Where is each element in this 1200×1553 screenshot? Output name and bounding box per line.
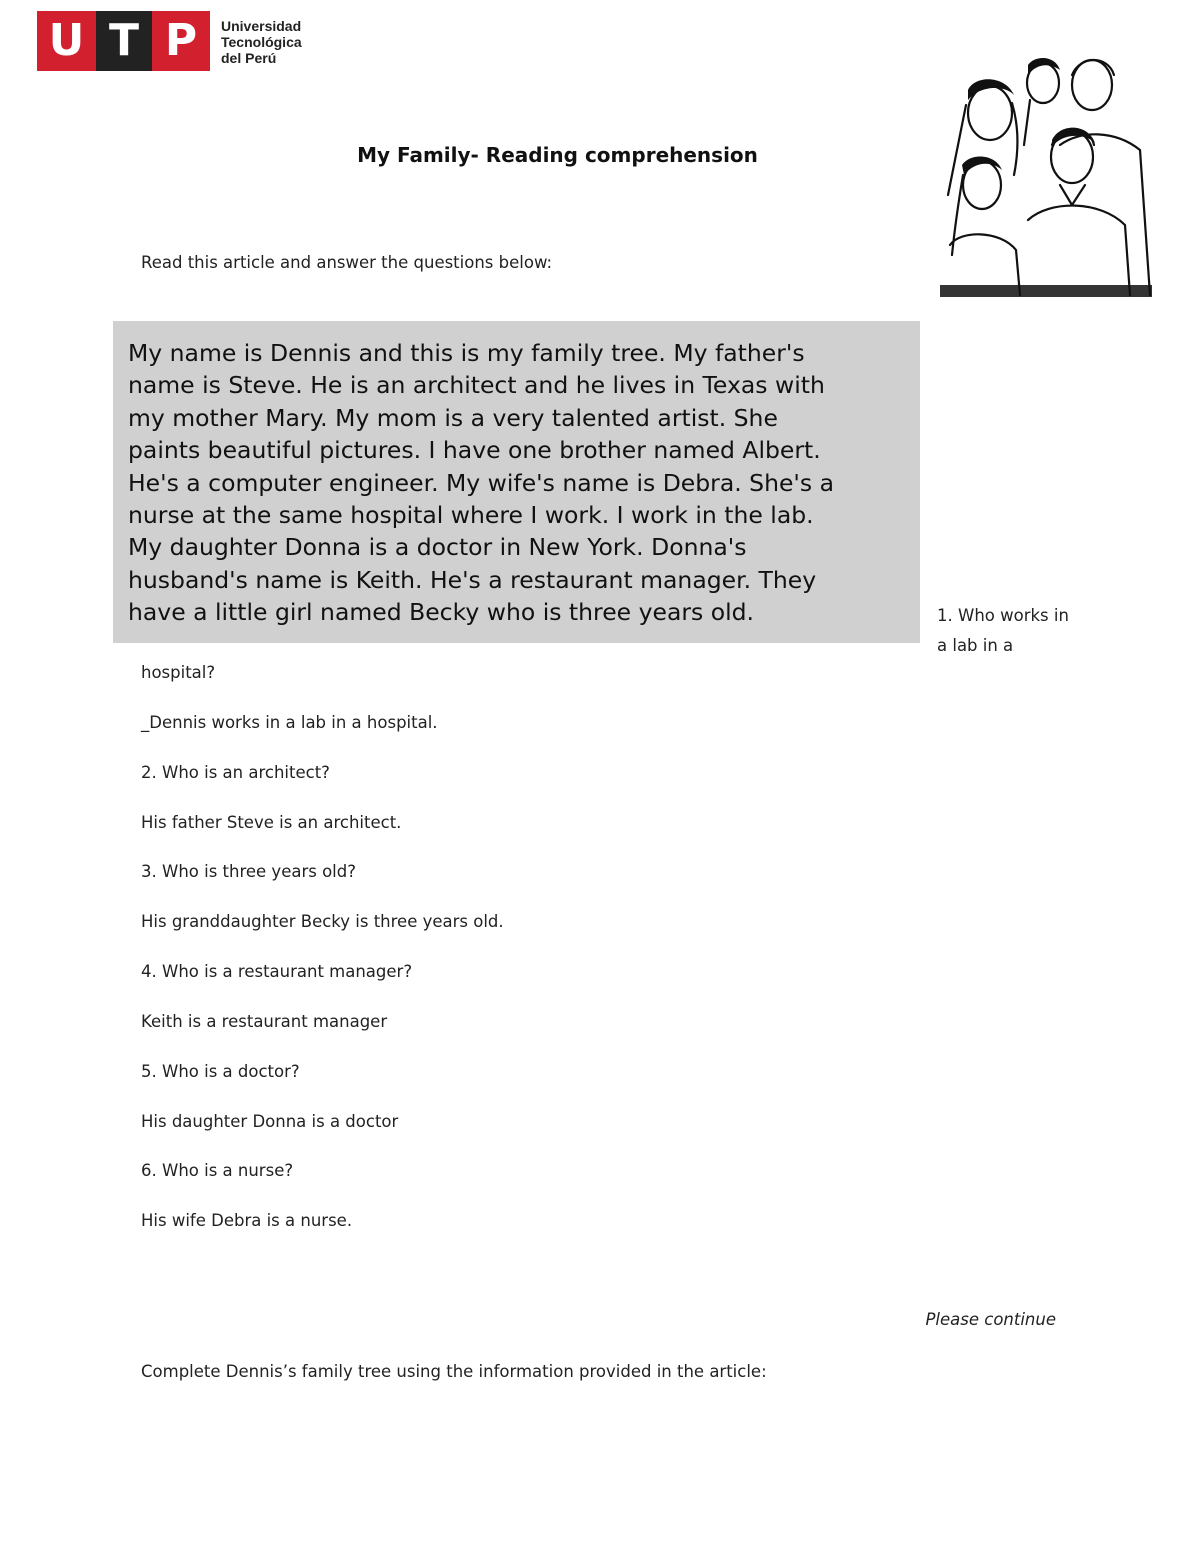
question-text: Who is an architect?: [162, 763, 330, 782]
logo-name-line: del Perú: [221, 50, 277, 66]
answer-6: His wife Debra is a nurse.: [141, 1211, 353, 1230]
question-1-continued: hospital?: [141, 663, 216, 682]
family-tree-instruction: Complete Dennis’s family tree using the information provided in the article:: [141, 1362, 767, 1381]
question-number: 4: [141, 962, 152, 981]
page-title: My Family- Reading comprehension: [357, 143, 758, 167]
answer-1: _Dennis works in a lab in a hospital.: [141, 713, 438, 732]
reading-instruction: Read this article and answer the questions below:: [141, 253, 553, 272]
question-number: 3: [141, 862, 152, 881]
logo-block-u: [37, 11, 96, 71]
logo-university-name: [221, 18, 321, 66]
question-1: 1. Who works in a lab in a: [937, 606, 1069, 655]
family-portrait-icon: [940, 45, 1152, 297]
logo-block-t: [96, 11, 152, 71]
logo-letter-p: P: [164, 15, 198, 66]
logo-block-p: [152, 11, 210, 71]
answer-3: His granddaughter Becky is three years old.: [141, 912, 504, 931]
logo-name-line: Tecnológica: [221, 34, 302, 50]
continue-note: Please continue: [925, 1310, 1056, 1329]
question-text: Who is a restaurant manager?: [162, 962, 413, 981]
question-number: 2: [141, 763, 152, 782]
question-number: 5: [141, 1062, 152, 1081]
reading-passage-box: [113, 321, 920, 643]
logo-letter-u: U: [48, 15, 85, 66]
question-4: 4. Who is a restaurant manager?: [141, 962, 413, 981]
question-number: 1: [937, 606, 948, 625]
answer-2: His father Steve is an architect.: [141, 813, 402, 832]
question-number: 6: [141, 1161, 152, 1180]
answer-4: Keith is a restaurant manager: [141, 1012, 388, 1031]
reading-passage-text: My name is Dennis and this is my family tree. My father's name is Steve. He is an architect and he lives in Texas with my mother Mary. My mom is a very talented artist. She paints beautiful pictures. I have one brother named Albert. He's a computer engineer. My wife's name is Debra. She's a nurse at the same hospital where I work. I work in the lab. My daughter Donna is a doctor in New York. Donna's husband's name is Keith. He's a restaurant manager. They have a little girl named Becky who is three years old.: [128, 339, 835, 627]
question-text: Who is a nurse?: [162, 1161, 294, 1180]
answer-5: His daughter Donna is a doctor: [141, 1112, 399, 1131]
utp-logo: [37, 11, 317, 71]
logo-name-line: Universidad: [221, 18, 302, 34]
question-5: 5. Who is a doctor?: [141, 1062, 300, 1081]
logo-letter-t: T: [108, 15, 139, 66]
question-2: 2. Who is an architect?: [141, 763, 330, 782]
question-text: Who is a doctor?: [162, 1062, 300, 1081]
question-3: 3. Who is three years old?: [141, 862, 356, 881]
question-text: Who works in a lab in a: [937, 606, 1069, 655]
question-6: 6. Who is a nurse?: [141, 1161, 294, 1180]
question-text: Who is three years old?: [162, 862, 356, 881]
